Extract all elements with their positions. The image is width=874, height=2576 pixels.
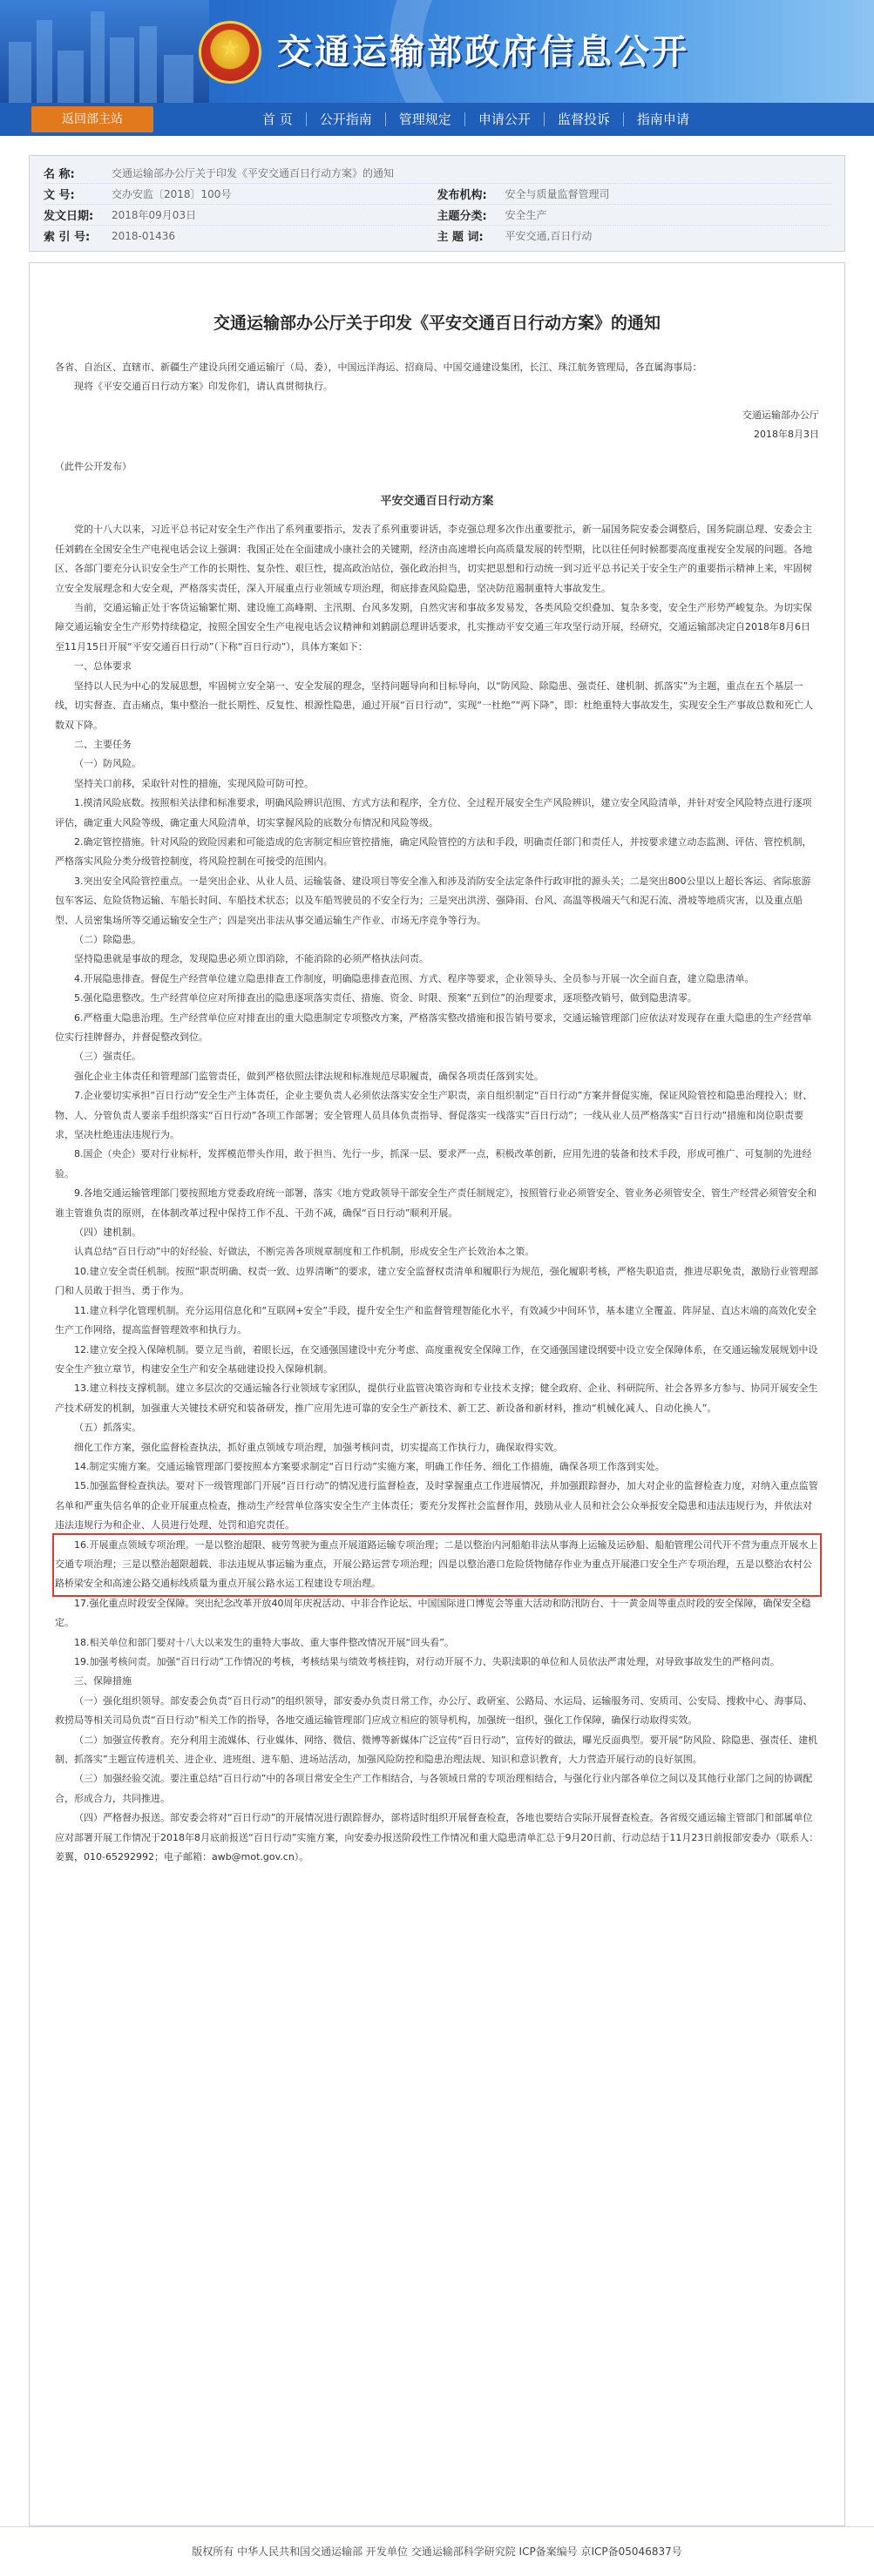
meta-date-value: 2018年09月03日 — [112, 209, 197, 221]
section-heading: （五）抓落实。 — [74, 1422, 141, 1434]
plan-paragraph: 18.相关单位和部门要对十八大以来发生的重特大事故、重大事件整改情况开展“回头看”。 — [74, 1636, 454, 1648]
section-heading: 三、保障措施 — [74, 1675, 132, 1687]
section-heading: 一、总体要求 — [74, 660, 132, 673]
signature-date: 2018年8月3日 — [754, 429, 819, 441]
national-emblem-icon — [199, 21, 261, 84]
section-heading: （一）防风险。 — [74, 758, 141, 770]
page-footer: 版权所有 中华人民共和国交通运输部 开发单位 交通运输部科学研究院 ICP备案编号 京ICP备05046837号 — [0, 2526, 874, 2576]
meta-row — [44, 184, 830, 205]
plan-paragraph: 12.建立安全投入保障机制。要立足当前，着眼长远，在交通强国建设中充分考虑、高度重视安全保障工作，在交通强国建设纲要中设立安全保障体系，在交通运输发展规划中设安全生产独立章节，构建安全生产和安全基础建设投入保障机制。 — [55, 1343, 818, 1375]
plan-paragraph: 坚持隐患就是事故的理念，发现隐患必须立即消除，不能消除的必须严格执法问责。 — [74, 953, 429, 965]
plan-paragraph: 当前，交通运输正处于客货运输繁忙期、建设施工高峰期、主汛期、台风多发期，自然灾害和事故多发易发，各类风险交织叠加、复杂多变，安全生产形势严峻复杂。为切实保障交通运输安全生产形势持续稳定，按照全国安全生产电视电话会议精神和刘鹤副总理讲话要求，扎实推动平安交通三年攻坚行动开展，经研究，交通运输部决定自2018年8月6日至11月15日开展“平安交通百日行动”（下称“百日行动”），具体方案如下： — [55, 602, 812, 652]
site-banner — [0, 0, 874, 103]
plan-paragraph: 13.建立科技支撑机制。建立多层次的交通运输各行业领域专家团队，提供行业监管决策咨询和专业技术支撑；健全政府、企业、科研院所、社会各界多方参与、协同开展安全生产技术研发的机制，加强重大关键技术研究和装备研发，推广应用先进可靠的安全生产新技术、新工艺、新设备和新材料，推动“机械化减人、自动化换人”。 — [55, 1383, 818, 1414]
document-content — [29, 262, 845, 2526]
recipients-line: 各省、自治区、直辖市、新疆生产建设兵团交通运输厅（局、委），中国远洋海运、招商局、中国交通建设集团，长江、珠江航务管理局，各直属海事局： — [55, 362, 702, 373]
nav-item-apply[interactable]: 申请公开 — [465, 112, 545, 126]
plan-paragraph: （三）加强经验交流。要注重总结“百日行动”中的各项目常安全生产工作相结合，与各领域日常的专项治理相结合，与强化行业内部各单位之间以及其他行业部门之间的协调配合，形成合力，共同推进。 — [55, 1773, 813, 1804]
section-heading: （四）建机制。 — [74, 1227, 141, 1239]
meta-category-key: 主题分类: — [437, 210, 487, 223]
plan-paragraph: （四）严格督办报送。部安委会将对“百日行动”的开展情况进行跟踪督办，部将适时组织开展督查检查，各地也要结合实际开展督查检查。各省级交通运输主管部门和部属单位应对部署开展工作情况于2018年8月底前报送“百日行动”实施方案，向安委办报送阶段性工作情况和重大隐患清单汇总于9月20日前、行动总结于11月23日前报部安委办（联系人：姜翼，010-65292992；电子邮箱：awb@mot.gov.cn）。 — [55, 1812, 819, 1863]
highlighted-paragraph: 16.开展重点领域专项治理。一是以整治超限、疲劳驾驶为重点开展道路运输专项治理；二是以整治内河船舶非法从事海上运输及运砂船、船舶管理公司代开不营为重点开展水上交通专项治理；三是以整治超限超载、非法违规从事运输为重点，开展公路运营专项治理；四是以整治港口危险货物储存作业为重点开展港口安全生产专项治理，五是以整治农村公路桥梁安全和高速公路交通标线质量为重点开展公路水运工程建设专项治理。 — [55, 1536, 819, 1594]
document-body — [30, 358, 844, 1867]
return-main-site-button[interactable]: 返回部主站 — [31, 106, 153, 132]
meta-index-key: 索 引 号: — [44, 231, 91, 244]
plan-paragraph: （一）强化组织领导。部安委会负责“百日行动”的组织领导，部安委办负责日常工作，办公厅、政研室、公路局、水运局、运输服务司、安质司、公安局、搜救中心、海事局、救捞局等相关司局负责“百日行动”相关工作的指导，各地交通运输管理部门应成立相应的领导机构，加强统一组织，强化工作保障，确保行动取得实效。 — [55, 1694, 813, 1727]
meta-org-value: 安全与质量监督管理司 — [505, 188, 610, 200]
plan-paragraph: 认真总结“百日行动”中的好经验、好做法，不断完善各项规章制度和工作机制，形成安全生产长效治本之策。 — [74, 1246, 535, 1258]
plan-paragraph: 3.突出安全风险管控重点。一是突出企业、从业人员、运输装备、建设项目等安全准入和涉及消防安全法定条件行政审批的源头关；二是突出800公里以上超长客运、省际旅游包车客运、危险货物运输、车船长时间、车船技术状态；以及车船驾驶员的不安全行为；三是突出洪涝、强降雨、台风、高温等极端天气和泥石流、滑坡等地质灾害，以及重点船型、人员密集场所等交通运输安全生产；四是突出非法从事交通运输生产作业、市场无序竞争等行为。 — [55, 875, 811, 926]
plan-paragraph: 坚持以人民为中心的发展思想，牢固树立安全第一、安全发展的理念，坚持问题导向和目标导向，以“防风险、除隐患、强责任、建机制、抓落实”为主题，重点在五个基层一线，切实督查、直击痛点，集中整治一批长期性、反复性、根源性隐患，通过开展“百日行动”，实现“一杜绝”“两下降”，即：杜绝重特大事故发生，实现安全生产事故总数和死亡人数双下降。 — [55, 679, 814, 731]
plan-paragraph: 强化企业主体责任和管理部门监管责任，做到严格依照法律法规和标准规范尽职履责，确保各项责任落到实处。 — [74, 1070, 544, 1082]
plan-paragraph: 5.强化隐患整改。生产经营单位应对所排查出的隐患逐项落实责任、措施、资金、时限、预案“五到位”的治理要求，逐项整改销号，做到隐患清零。 — [74, 992, 697, 1004]
document-metadata-panel — [29, 155, 845, 252]
plan-paragraph: 11.建立科学化管理机制。充分运用信息化和“互联网+安全”手段，提升安全生产和监督管理智能化水平，有效减少中间环节，基本建立全覆盖、阵屏显、直达末端的高效化安全生产工作网络，提高监督管理效率和执行力。 — [55, 1304, 817, 1336]
meta-name-value: 交通运输部办公厅关于印发《平安交通百日行动方案》的通知 — [112, 167, 395, 179]
release-note: （此件公开发布） — [55, 460, 132, 472]
nav-item-home[interactable]: 首 页 — [249, 112, 307, 126]
plan-paragraph: 7.企业要切实承担“百日行动”安全生产主体责任，企业主要负责人必须依法落实安全生产职责，亲自组织制定“百日行动”方案并督促实施，保证风险管控和隐患治理投入；财、物、人、分管负责人要亲手组织落实“百日行动”各项工作部署；安全管理人员具体负责指导、督促落实一线落实“百日行动”；一线从业人员严格落实“百日行动”措施和岗位职责要求，坚决杜绝违法违规行为。 — [55, 1090, 813, 1141]
meta-org-key: 发布机构: — [437, 189, 487, 202]
plan-paragraph: 17.强化重点时段安全保障。突出纪念改革开放40周年庆祝活动、中非合作论坛、中国国际进口博览会等重大活动和防汛防台、十一黄金周等重点时段的安全保障，确保安全稳定。 — [55, 1597, 811, 1629]
plan-paragraph: （二）加强宣传教育。充分利用主流媒体、行业媒体、网络、微信、微博等新媒体广泛宣传“百日行动”，宣传好的做法，曝光反面典型。要开展“防风险、除隐患、强责任、建机制、抓落实”主题宣传进机关、进企业、进班组、进车船、进场站活动，加强风险防控和隐患治理法规、知识和意识教育，大力营造开展行动的良好氛围。 — [55, 1734, 818, 1766]
meta-name-key: 名 称: — [44, 168, 75, 181]
plan-paragraphs — [55, 520, 819, 1867]
city-skyline-graphic — [0, 0, 209, 103]
section-heading: （二）除隐患。 — [74, 933, 141, 945]
issue-paragraph: 现将《平安交通百日行动方案》印发你们，请认真贯彻执行。 — [74, 381, 333, 393]
main-navbar — [0, 103, 874, 136]
plan-paragraph: 4.开展隐患排查。督促生产经营单位建立隐患排查工作制度，明确隐患排查范围、方式、程序等要求，企业领导头、全员参与开展一次全面自查，建立隐患清单。 — [74, 972, 755, 984]
meta-row — [44, 226, 830, 246]
meta-docno-value: 交办安监〔2018〕100号 — [112, 188, 232, 200]
plan-paragraph: 8.国企（央企）要对行业标杆，发挥模范带头作用，敢于担当、先行一步，抓深一层、要求严一点，积极改革创新，应用先进的装备和技术手段，形成可推广、可复制的先进经验。 — [55, 1148, 812, 1180]
document-title: 交通运输部办公厅关于印发《平安交通百日行动方案》的通知 — [213, 314, 661, 333]
meta-docno-key: 文 号: — [44, 189, 75, 202]
plan-paragraph: 1.摸清风险底数。按照相关法律和标准要求，明确风险辨识范围、方式方法和程序，全方位、全过程开展安全生产风险辨识，建立安全风险清单，并针对安全风险特点进行逐项评估，确定重大风险等级，确定重大风险清单，切实掌握风险的底数分布情况和风险等级。 — [55, 797, 812, 828]
site-title: 交通运输部政府信息公开 — [277, 32, 689, 72]
meta-category-value: 安全生产 — [505, 209, 547, 221]
plan-paragraph: 党的十八大以来，习近平总书记对安全生产作出了系列重要指示，发表了系列重要讲话，李克强总理多次作出重要批示，新一届国务院安委会调整后，国务院副总理、安委会主任刘鹤在全国安全生产电视电话会议上强调：我国正处在全面建成小康社会的关键期，经济由高速增长向高质量发展的转型期，比以往任何时候都要高度重视安全发展的问题。各地区、各部门要充分认识安全生产工作的长期性、复杂性、艰巨性，提高政治站位，强化政治担当，切实把思想和行动统一到习近平总书记关于安全生产的重要指示精神上来，牢固树立安全发展理念和大安全观，严格落实责任，深入开展重点行业领域专项治理，彻底排查风险隐患，坚决防范遏制重特大事故发生。 — [55, 524, 812, 594]
plan-paragraph: 10.建立安全责任机制。按照“职责明确、权责一致、边界清晰”的要求，建立安全监督权责清单和履职行为规范，强化履职考核，严格失职追责，推进尽职免责，激励行业管理部门和人员敢于担当、勇于作为。 — [55, 1265, 818, 1297]
meta-index-value: 2018-01436 — [112, 229, 176, 242]
section-heading: （三）强责任。 — [74, 1051, 141, 1063]
plan-paragraph: 2.确定管控措施。针对风险的致险因素和可能造成的危害制定相应管控措施，确定风险管控的方法和手段，明确责任部门和责任人，并按要求建立动态监测、评估、管控机制，严格落实风险分类分级管控制度，将风险控制在可接受的范围内。 — [55, 835, 812, 868]
meta-topic-key: 主 题 词: — [437, 231, 484, 244]
nav-item-guide[interactable]: 公开指南 — [307, 112, 386, 126]
section-heading: 二、主要任务 — [74, 738, 132, 750]
signature-org: 交通运输部办公厅 — [742, 409, 819, 421]
meta-row — [44, 163, 830, 184]
plan-paragraph: 19.加强考核问责。加强“百日行动”工作情况的考核，考核结果与绩效考核挂钩，对行动开展不力、失职渎职的单位和人员依法严肃处理，对导致事故发生的严格问责。 — [74, 1656, 780, 1667]
plan-paragraph: 9.各地交通运输管理部门要按照地方党委政府统一部署，落实《地方党政领导干部安全生产责任制规定》，按照管行业必须管安全、管业务必须管安全、管生产经营必须管安全和谁主管谁负责的原则，在体制改革过程中保持工作不乱、干劲不减，确保“百日行动”顺利开展。 — [55, 1187, 816, 1219]
plan-paragraph: 细化工作方案，强化监督检查执法，抓好重点领域专项治理，加强考核问责，切实提高工作执行力，确保取得实效。 — [74, 1441, 563, 1453]
plan-paragraph: 14.制定实施方案。交通运输管理部门要按照本方案要求制定“百日行动”实施方案，明确工作任务、细化工作措施，确保各项工作落到实处。 — [74, 1460, 665, 1472]
nav-menu — [249, 112, 702, 126]
nav-item-regulations[interactable]: 管理规定 — [386, 112, 465, 126]
plan-paragraph: 6.严格重大隐患治理。生产经营单位应对排查出的重大隐患制定专项整改方案，严格落实整改措施和报告销号要求，交通运输管理部门应依法对发现存在重大隐患的生产经营单位实行挂牌督办，并督促整改到位。 — [55, 1011, 812, 1043]
nav-item-apply-guide[interactable]: 指南申请 — [636, 112, 689, 127]
meta-date-key: 发文日期: — [44, 210, 94, 223]
plan-title: 平安交通百日行动方案 — [380, 495, 494, 509]
plan-paragraph: 坚持关口前移，采取针对性的措施，实现风险可防可控。 — [74, 777, 314, 789]
plan-paragraph: 15.加强监督检查执法。要对下一级管理部门开展“百日行动”的情况进行监督检查，及时掌握重点工作进展情况，并加强跟踪督办，加大对企业的监督检查力度，对纳入重点监管名单和严重失信名单的企业开展重点检查，推动生产经营单位落实安全生产主体责任；要充分发挥社会监督作用，鼓励从业人员和社会公众举报安全隐患和违法违规行为，并依法对违法违规行为和企业、人员进行处理、处罚和追究责任。 — [55, 1480, 818, 1531]
meta-row — [44, 205, 830, 226]
meta-topic-value: 平安交通,百日行动 — [505, 230, 593, 242]
nav-item-complaint[interactable]: 监督投诉 — [545, 112, 624, 126]
